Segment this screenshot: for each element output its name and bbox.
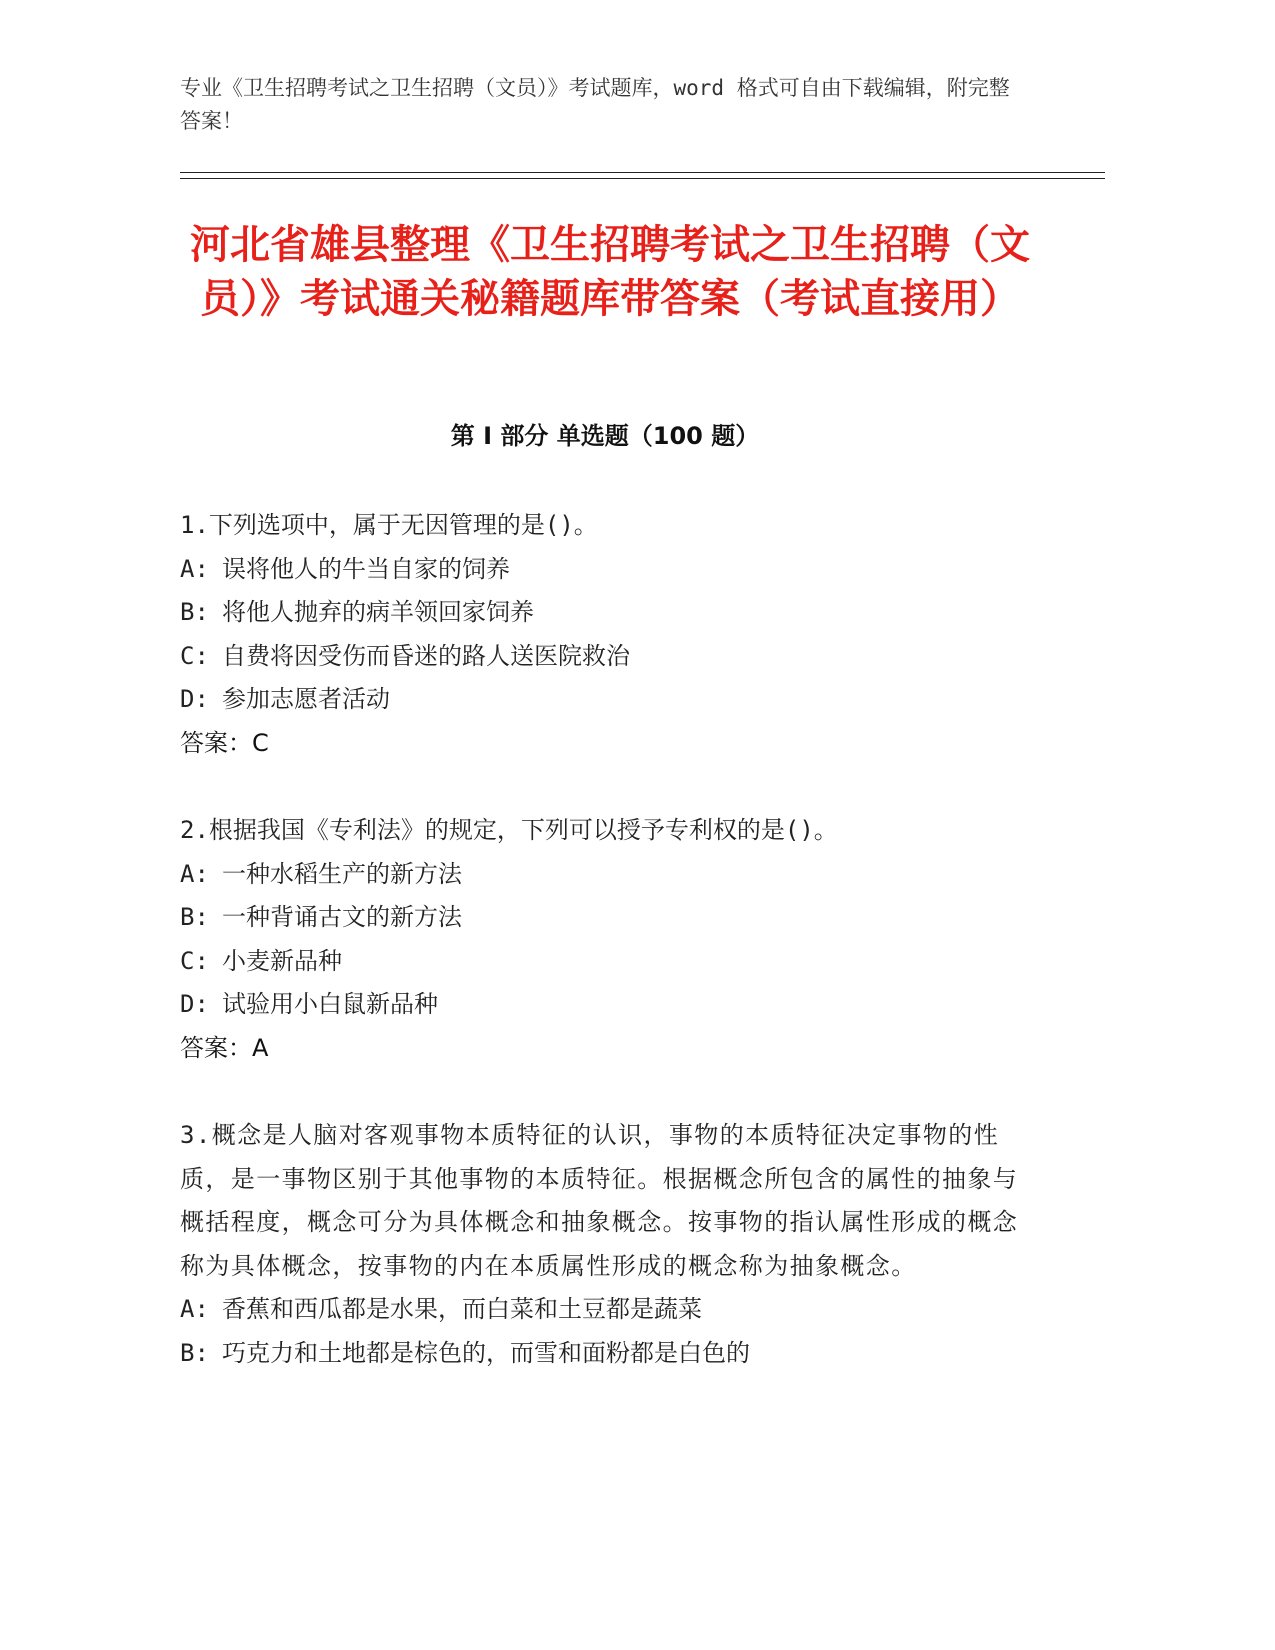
question-2 — [180, 809, 1030, 1070]
question-1 — [180, 504, 1030, 765]
option-text: 一种水稻生产的新方法 — [222, 859, 462, 888]
option-d — [180, 983, 1030, 1027]
option-text: 一种背诵古文的新方法 — [222, 903, 462, 931]
option-text: 香蕉和西瓜都是水果，而白菜和土豆都是蔬菜 — [222, 1295, 702, 1323]
option-key: A: — [180, 859, 209, 888]
question-stem: 1.下列选项中，属于无因管理的是()。 — [180, 511, 598, 539]
option-text: 参加志愿者活动 — [222, 685, 390, 713]
option-key: B: — [180, 598, 209, 626]
option-b — [180, 896, 1030, 940]
option-key: D: — [180, 685, 209, 713]
option-key: B: — [180, 1338, 209, 1367]
option-text: 误将他人的牛当自家的饲养 — [222, 554, 510, 583]
question-3 — [180, 1114, 1030, 1375]
header-rule-top — [180, 172, 1105, 173]
option-c — [180, 635, 1030, 679]
option-text: 将他人抛弃的病羊领回家饲养 — [222, 598, 534, 626]
document-title: 河北省雄县整理《卫生招聘考试之卫生招聘（文员）》考试通关秘籍题库带答案（考试直接用） — [190, 222, 1030, 322]
question-stem: 2.根据我国《专利法》的规定，下列可以授予专利权的是()。 — [180, 816, 838, 844]
option-key: C: — [180, 946, 209, 975]
option-key: A: — [180, 1295, 209, 1323]
option-key: D: — [180, 990, 209, 1018]
answer-line — [180, 722, 1030, 766]
option-key: C: — [180, 641, 209, 670]
option-a — [180, 548, 1030, 592]
option-text: 自费将因受伤而昏迷的路人送医院救治 — [222, 641, 630, 670]
option-key: A: — [180, 554, 209, 583]
header-rule-bottom — [180, 178, 1105, 179]
question-stem: 3.概念是人脑对客观事物本质特征的认识，事物的本质特征决定事物的性质，是一事物区别于其他事物的本质特征。根据概念所包含的属性的抽象与概括程度，概念可分为具体概念和抽象概念。按事物的指认属性形成的概念称为具体概念，按事物的内在本质属性形成的概念称为抽象概念。 — [180, 1121, 1019, 1280]
answer-line — [180, 1027, 1030, 1071]
option-d — [180, 678, 1030, 722]
answer-value: C — [252, 728, 269, 757]
option-key: B: — [180, 903, 209, 931]
answer-value: A — [252, 1033, 269, 1062]
option-text: 巧克力和土地都是棕色的，而雪和面粉都是白色的 — [222, 1338, 750, 1367]
option-c — [180, 940, 1030, 984]
header-note: 专业《卫生招聘考试之卫生招聘（文员）》考试题库，word 格式可自由下载编辑，附完整答案！ — [180, 76, 1010, 133]
option-a — [180, 853, 1030, 897]
answer-label: 答案： — [180, 1033, 252, 1062]
section-heading: 第 I 部分 单选题（100 题） — [450, 422, 760, 450]
option-b — [180, 591, 1030, 635]
option-b — [180, 1332, 1030, 1376]
option-text: 小麦新品种 — [222, 946, 342, 975]
option-text: 试验用小白鼠新品种 — [222, 990, 438, 1018]
answer-label: 答案： — [180, 728, 252, 757]
option-a — [180, 1288, 1030, 1332]
